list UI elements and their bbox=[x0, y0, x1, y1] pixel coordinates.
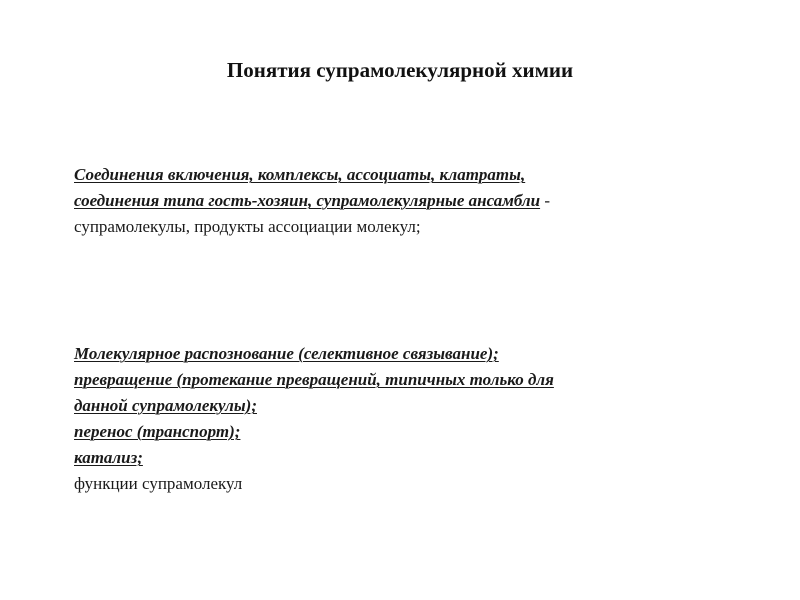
slide-title: Понятия супрамолекулярной химии bbox=[226, 58, 574, 82]
functions-summary: функции супрамолекул bbox=[74, 474, 243, 493]
function-transformation-cont: данной супрамолекулы); bbox=[74, 396, 257, 415]
functions-line-3 bbox=[74, 393, 734, 419]
definitions-term-2: соединения типа гость-хозяин, супрамолекулярные ансамбли bbox=[74, 191, 541, 210]
functions-line-2 bbox=[74, 367, 734, 393]
functions-line-1 bbox=[74, 341, 734, 367]
definitions-block bbox=[74, 162, 734, 240]
definitions-term-1: Соединения включения, комплексы, ассоциаты, клатраты, bbox=[74, 165, 526, 184]
function-recognition: Молекулярное распознование (селективное связывание); bbox=[74, 344, 499, 363]
functions-line-4 bbox=[74, 419, 734, 445]
definitions-summary: супрамолекулы, продукты ассоциации молекул; bbox=[74, 217, 421, 236]
functions-block bbox=[74, 341, 734, 497]
definitions-line-1 bbox=[74, 162, 734, 188]
definitions-dash: - bbox=[540, 191, 550, 210]
functions-line-5 bbox=[74, 445, 734, 471]
function-catalysis: катализ; bbox=[74, 448, 143, 467]
function-transport: перенос (транспорт); bbox=[74, 422, 241, 441]
definitions-line-2 bbox=[74, 188, 734, 214]
function-transformation: превращение (протекание превращений, типичных только для bbox=[74, 370, 554, 389]
